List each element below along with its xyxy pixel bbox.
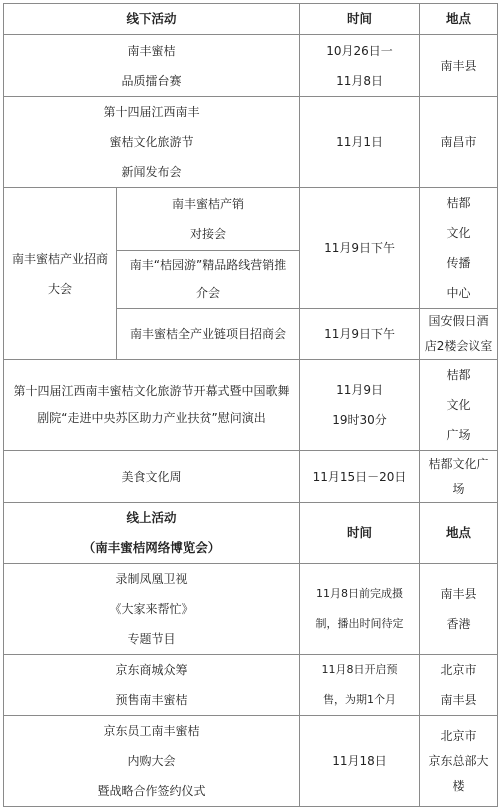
table-row bbox=[4, 451, 498, 503]
cell-line: 京东总部大 bbox=[428, 753, 489, 768]
cell-line: 香港 bbox=[446, 617, 471, 631]
group-cell bbox=[4, 188, 117, 360]
place-cell bbox=[420, 309, 498, 360]
cell-line: 店2楼会议室 bbox=[424, 339, 493, 353]
cell-line: 暨战略合作签约仪式 bbox=[97, 784, 206, 798]
activity-cell bbox=[4, 716, 300, 807]
cell-line: 售，为期1个月 bbox=[323, 693, 397, 706]
activity-cell bbox=[4, 451, 300, 503]
cell-line: 南丰县 bbox=[440, 587, 477, 601]
place-cell bbox=[420, 716, 498, 807]
activity-cell bbox=[117, 188, 300, 251]
cell-line: 10月26日一 bbox=[326, 43, 393, 58]
cell-line: 中心 bbox=[446, 286, 471, 300]
cell-line: 内购大会 bbox=[127, 754, 176, 768]
time-cell bbox=[300, 716, 420, 807]
activity-cell bbox=[4, 97, 300, 188]
place-cell bbox=[420, 360, 498, 451]
cell-line: 11月9日下午 bbox=[324, 241, 395, 255]
cell-line: 11月9日下午 bbox=[324, 327, 395, 341]
table-row bbox=[4, 97, 498, 188]
activity-cell bbox=[4, 564, 300, 655]
cell-line: 京东商城众筹 bbox=[115, 663, 188, 677]
cell-line: 新闻发布会 bbox=[121, 165, 182, 179]
cell-line: 11月8日开启预 bbox=[321, 663, 398, 676]
cell-line: 大会 bbox=[47, 281, 72, 296]
cell-line: 11月15日－20日 bbox=[312, 469, 407, 484]
table-row bbox=[4, 655, 498, 716]
cell-line: 南丰县 bbox=[440, 693, 477, 707]
cell-line: 楼 bbox=[452, 778, 465, 793]
time-cell bbox=[300, 564, 420, 655]
cell-line: 桔都 bbox=[446, 196, 471, 210]
time-cell bbox=[300, 360, 420, 451]
cell-line: 对接会 bbox=[190, 226, 227, 241]
time-header: 时间 bbox=[300, 4, 420, 35]
time-cell bbox=[300, 35, 420, 97]
cell-line: 京东员工南丰蜜桔 bbox=[103, 724, 200, 738]
online-header-row bbox=[4, 503, 498, 564]
cell-line: 《大家来帮忙》 bbox=[109, 602, 194, 616]
cell-line: 桔都文化广 bbox=[428, 456, 489, 471]
schedule-table bbox=[3, 3, 498, 807]
cell-line: 品质擂台赛 bbox=[121, 73, 182, 88]
cell-line: 南丰蜜桔 bbox=[127, 43, 176, 58]
cell-line: 19时30分 bbox=[332, 413, 387, 427]
cell-line: 北京市 bbox=[440, 728, 477, 743]
cell-line: 制，播出时间待定 bbox=[315, 617, 404, 630]
cell-line: 11月8日 bbox=[336, 73, 383, 88]
cell-line: 南丰蜜桔产销 bbox=[172, 196, 245, 211]
time-cell bbox=[300, 451, 420, 503]
table-row bbox=[4, 360, 498, 451]
cell-line: 剧院“走进中央苏区助力产业扶贫”慰问演出 bbox=[37, 411, 266, 425]
activity-cell bbox=[4, 360, 300, 451]
place-cell bbox=[420, 97, 498, 188]
cell-line: 桔都 bbox=[446, 368, 471, 382]
activity-cell bbox=[117, 250, 300, 308]
time-header: 时间 bbox=[300, 503, 420, 564]
time-cell bbox=[300, 188, 420, 309]
table-row bbox=[4, 716, 498, 807]
cell-line: 11月8日前完成摄 bbox=[316, 587, 404, 600]
place-cell bbox=[420, 655, 498, 716]
table-row bbox=[4, 188, 498, 251]
table-row bbox=[4, 564, 498, 655]
cell-line: 第十四届江西南丰 bbox=[103, 105, 200, 119]
table-row bbox=[4, 35, 498, 97]
place-header: 地点 bbox=[420, 4, 498, 35]
place-cell bbox=[420, 564, 498, 655]
place-cell bbox=[420, 35, 498, 97]
offline-activity-header: 线下活动 bbox=[4, 4, 300, 35]
cell-line: 介会 bbox=[196, 286, 221, 301]
cell-line: 南丰“桔园游”精品路线营销推 bbox=[129, 258, 287, 273]
cell-line: 文化 bbox=[446, 226, 471, 240]
activity-cell bbox=[117, 309, 300, 360]
cell-line: 南丰县 bbox=[440, 58, 477, 73]
online-activity-header bbox=[4, 503, 300, 564]
cell-line: 11月1日 bbox=[336, 135, 383, 149]
cell-line: 线上活动 bbox=[126, 510, 177, 525]
time-cell bbox=[300, 309, 420, 360]
cell-line: 录制凤凰卫视 bbox=[115, 572, 188, 586]
cell-line: 南丰蜜桔全产业链项目招商会 bbox=[130, 327, 287, 341]
cell-line: （南丰蜜桔网络博览会） bbox=[82, 540, 221, 555]
activity-cell bbox=[4, 35, 300, 97]
cell-line: 北京市 bbox=[440, 663, 477, 677]
cell-line: 预售南丰蜜桔 bbox=[115, 693, 188, 707]
cell-line: 场 bbox=[452, 481, 465, 496]
time-cell bbox=[300, 97, 420, 188]
time-cell bbox=[300, 655, 420, 716]
activity-cell bbox=[4, 655, 300, 716]
cell-line: 11月9日 bbox=[336, 383, 383, 397]
cell-line: 第十四届江西南丰蜜桔文化旅游节开幕式暨中国歌舞 bbox=[13, 384, 290, 398]
offline-header-row bbox=[4, 4, 498, 35]
cell-line: 南昌市 bbox=[440, 135, 477, 149]
cell-line: 文化 bbox=[446, 398, 471, 412]
cell-line: 蜜桔文化旅游节 bbox=[109, 135, 194, 149]
cell-line: 11月18日 bbox=[332, 754, 387, 768]
cell-line: 国安假日酒 bbox=[428, 314, 489, 328]
place-cell bbox=[420, 451, 498, 503]
cell-line: 广场 bbox=[446, 428, 471, 442]
cell-line: 美食文化周 bbox=[121, 469, 182, 484]
cell-line: 专题节目 bbox=[127, 632, 176, 646]
cell-line: 南丰蜜桔产业招商 bbox=[11, 251, 108, 266]
schedule-sheet bbox=[3, 3, 497, 797]
cell-line: 传播 bbox=[446, 256, 471, 270]
place-cell bbox=[420, 188, 498, 309]
place-header: 地点 bbox=[420, 503, 498, 564]
